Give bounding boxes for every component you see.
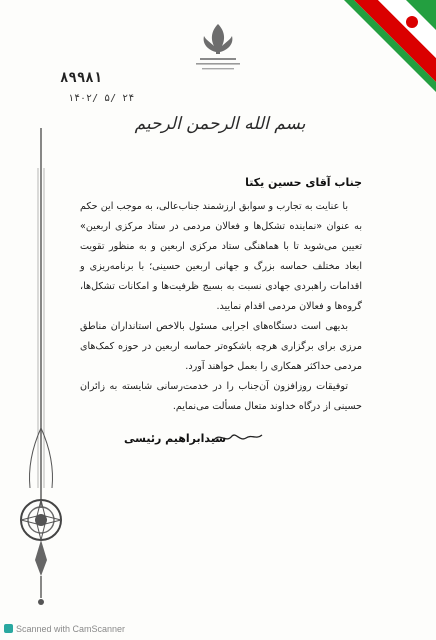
scanner-watermark [4, 624, 125, 634]
letter-date: ۱۴۰۲/ ۵/ ۲۴ [68, 93, 135, 104]
decorative-ornament-icon [14, 128, 68, 628]
scanner-text: Scanned with CamScanner [16, 624, 126, 634]
iran-emblem-icon [186, 20, 250, 76]
letter-body [80, 197, 362, 417]
basmala-heading: بسم الله الرحمن الرحیم [134, 114, 306, 134]
signer-name: سیدابراهیم رئیسی [124, 432, 227, 445]
body-paragraph-3: توفیقات روزافزون آن‌جناب را در خدمت‌رسانی شایسته به زائران حسینی از درگاه خداوند متعال مسألت می‌نمایم. [80, 381, 362, 412]
body-paragraph-2: بدیهی است دستگاه‌های اجرایی مسئول بالاخص استانداران مناطق مرزی برای برگزاری هرچه باشکوه‌تر حماسه اربعین در حوزه کمک‌های مردمی حداکثر همکاری را بعمل خواهند آورد. [80, 321, 362, 372]
camscanner-logo-icon [4, 624, 13, 633]
iran-flag-icon [326, 0, 436, 110]
addressee-line: جناب آقای حسین یکتا [245, 176, 362, 189]
reference-number: ۸۹۹۸۱ [60, 70, 103, 86]
body-paragraph-1: با عنایت به تجارب و سوابق ارزشمند جناب‌عالی، به موجب این حکم به عنوان «نماینده تشکل‌ها و فعالان مردمی در ستاد مرکزی اربعین» تعیین می‌شوید تا با هماهنگی ستاد مرکزی اربعین و به منظور تقویت ابعاد مختلف حماسه بزرگ و جهانی اربعین حسینی؛ با برنامه‌ریزی و اقدامات راهبردی جهادی نسبت به بسیج ظرفیت‌ها و امکانات تشکل‌ها، گروه‌ها و فعالان مردمی اقدام نمایید. [80, 201, 362, 312]
